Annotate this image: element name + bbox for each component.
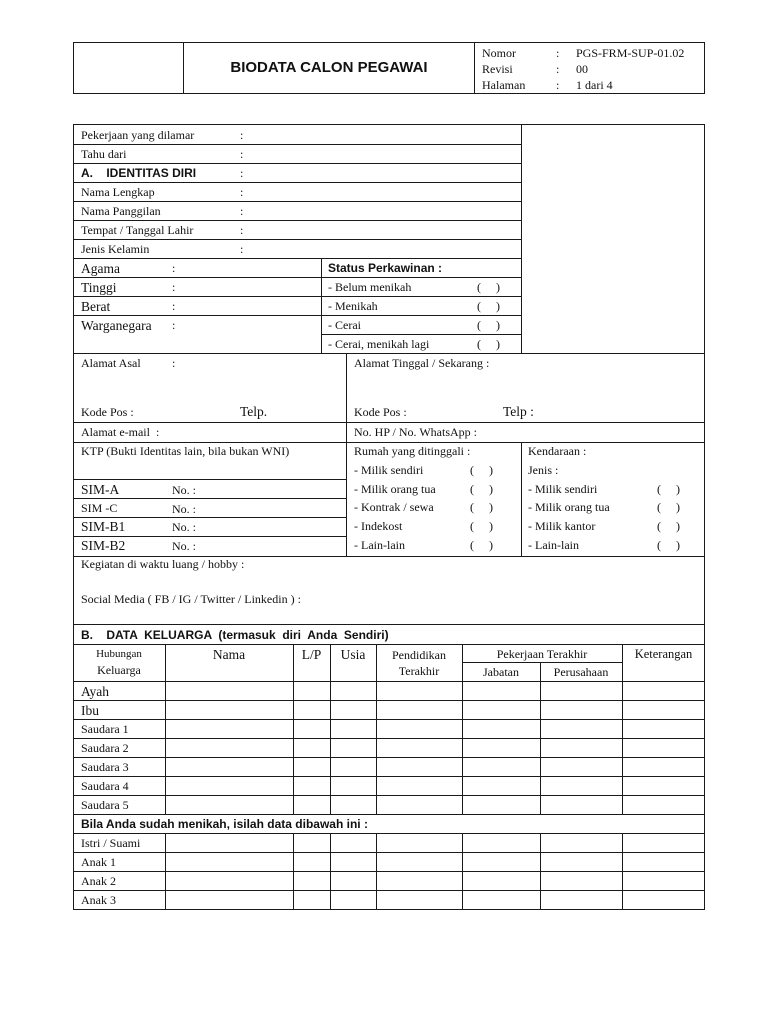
sim-b1-label: SIM-B1: [81, 519, 126, 534]
col-divider: [330, 644, 331, 814]
sim-number-label: No. :: [172, 520, 196, 534]
col-header-sex: L/P: [301, 647, 322, 662]
form-title: BIODATA CALON PEGAWAI: [230, 59, 428, 76]
marital-checkbox[interactable]: ( ): [477, 318, 500, 332]
col-header-age: Usia: [340, 647, 366, 662]
row-line: [462, 662, 622, 663]
vehicle-option-label: - Milik sendiri: [528, 482, 598, 496]
row-line: [73, 442, 705, 443]
row-line: [73, 315, 521, 316]
family-row-label: Ibu: [81, 703, 99, 718]
row-line: [73, 738, 705, 739]
col-divider: [165, 644, 166, 814]
family-row-label: Anak 2: [81, 874, 116, 888]
field-label-full-name: Nama Lengkap: [81, 185, 155, 199]
postal-code-label: Kode Pos :: [354, 405, 407, 419]
house-checkbox[interactable]: ( ): [470, 463, 493, 477]
field-label-religion: Agama: [81, 261, 120, 276]
family-row-label: Istri / Suami: [81, 836, 141, 850]
row-line: [73, 422, 705, 423]
row-line: [73, 498, 346, 499]
col-header-last-job: Pekerjaan Terakhir: [496, 647, 588, 661]
marital-option-label: - Cerai: [328, 318, 361, 332]
sim-number-label: No. :: [172, 483, 196, 497]
field-colon: :: [172, 318, 176, 332]
vehicle-title: Kendaraan :: [528, 444, 587, 458]
field-colon: :: [240, 128, 244, 142]
postal-code-label: Kode Pos :: [81, 405, 134, 419]
house-checkbox[interactable]: ( ): [470, 519, 493, 533]
row-line: [73, 258, 521, 259]
row-line: [73, 890, 705, 891]
col-divider: [622, 644, 623, 814]
row-line: [73, 182, 521, 183]
vehicle-checkbox[interactable]: ( ): [657, 519, 680, 533]
vehicle-divider: [521, 442, 522, 556]
row-line: [73, 624, 705, 625]
vehicle-option-label: - Milik orang tua: [528, 500, 610, 514]
col-header-note: Keterangan: [634, 647, 693, 661]
col-header-education: Pendidikan: [392, 648, 446, 662]
meta-label-nomor: Nomor: [482, 46, 516, 60]
col-header-relation: Hubungan: [96, 648, 142, 660]
email-label: Alamat e-mail :: [81, 425, 160, 439]
row-line: [73, 852, 705, 853]
sim-number-label: No. :: [172, 539, 196, 553]
field-colon: :: [172, 261, 176, 275]
field-label-source: Tahu dari: [81, 147, 127, 161]
marital-option-label: - Cerai, menikah lagi: [328, 337, 430, 351]
field-colon: :: [240, 242, 244, 256]
ktp-label: KTP (Bukti Identitas lain, bila bukan WNI): [81, 444, 290, 458]
meta-sep-halaman: :: [556, 78, 560, 92]
marital-status-title: Status Perkawinan :: [328, 261, 443, 275]
row-line: [73, 353, 705, 354]
house-checkbox[interactable]: ( ): [470, 538, 493, 552]
col-header-education: Terakhir: [398, 664, 440, 678]
marital-divider: [321, 258, 322, 353]
marital-option-label: - Belum menikah: [328, 280, 412, 294]
row-line: [73, 277, 521, 278]
family-row-label: Saudara 5: [81, 798, 129, 812]
row-line: [73, 871, 705, 872]
house-option-label: - Lain-lain: [354, 538, 405, 552]
meta-label-revisi: Revisi: [482, 62, 513, 76]
col-header-company: Perusahaan: [553, 665, 609, 679]
vehicle-checkbox[interactable]: ( ): [657, 538, 680, 552]
house-checkbox[interactable]: ( ): [470, 500, 493, 514]
address-divider: [346, 353, 347, 442]
field-colon: :: [172, 356, 176, 370]
row-line: [73, 144, 521, 145]
whatsapp-label: No. HP / No. WhatsApp :: [354, 425, 477, 439]
married-note: Bila Anda sudah menikah, isilah data dibawah ini :: [81, 817, 368, 831]
house-option-label: - Milik orang tua: [354, 482, 436, 496]
sim-a-label: SIM-A: [81, 482, 120, 497]
family-row-label: Anak 3: [81, 893, 116, 907]
row-line: [73, 296, 521, 297]
col-header-name: Nama: [212, 647, 246, 662]
vehicle-option-label: - Lain-lain: [528, 538, 579, 552]
meta-value-halaman: 1 dari 4: [576, 78, 613, 92]
house-option-label: - Milik sendiri: [354, 463, 424, 477]
field-colon: :: [172, 299, 176, 313]
row-line: [73, 239, 521, 240]
field-colon: :: [240, 185, 244, 199]
row-line: [73, 163, 521, 164]
family-row-label: Saudara 4: [81, 779, 129, 793]
family-row-label: Anak 1: [81, 855, 116, 869]
row-line: [73, 681, 705, 682]
meta-sep-nomor: :: [556, 46, 560, 60]
sim-number-label: No. :: [172, 502, 196, 516]
meta-divider: [474, 42, 475, 94]
house-checkbox[interactable]: ( ): [470, 482, 493, 496]
marital-checkbox[interactable]: ( ): [477, 337, 500, 351]
field-colon: :: [240, 223, 244, 237]
family-row-label: Saudara 3: [81, 760, 129, 774]
hobby-label: Kegiatan di waktu luang / hobby :: [81, 557, 245, 571]
social-media-label: Social Media ( FB / IG / Twitter / Linkedin ) :: [81, 592, 301, 606]
marital-checkbox[interactable]: ( ): [477, 299, 500, 313]
field-colon: :: [240, 204, 244, 218]
house-divider: [346, 442, 347, 556]
vehicle-type-label: Jenis :: [528, 463, 559, 477]
row-line: [73, 700, 705, 701]
marital-option-label: - Menikah: [328, 299, 378, 313]
col-divider: [293, 644, 294, 814]
row-line: [73, 833, 705, 834]
meta-value-revisi: 00: [576, 62, 588, 76]
row-line: [73, 536, 346, 537]
photo-area-divider: [521, 124, 522, 353]
family-row-label: Saudara 1: [81, 722, 129, 736]
field-label-gender: Jenis Kelamin: [81, 242, 150, 256]
col-header-relation: Keluarga: [97, 663, 141, 677]
field-label-height: Tinggi: [81, 280, 117, 295]
phone-label: Telp :: [503, 404, 534, 419]
section-b-title: B. DATA KELUARGA (termasuk diri Anda Sendiri): [81, 628, 389, 642]
field-colon: :: [240, 166, 244, 180]
house-option-label: - Kontrak / sewa: [354, 500, 434, 514]
field-colon: :: [172, 280, 176, 294]
meta-sep-revisi: :: [556, 62, 560, 76]
meta-label-halaman: Halaman: [482, 78, 526, 92]
sim-c-label: SIM -C: [81, 501, 118, 515]
field-label-nationality: Warganegara: [81, 318, 152, 333]
row-line: [73, 479, 346, 480]
vehicle-checkbox[interactable]: ( ): [657, 482, 680, 496]
field-label-birth: Tempat / Tanggal Lahir: [81, 223, 194, 237]
family-row-label: Ayah: [81, 684, 110, 699]
field-label-weight: Berat: [81, 299, 111, 314]
field-colon: :: [240, 147, 244, 161]
origin-address-label: Alamat Asal: [81, 356, 141, 370]
row-line: [321, 334, 521, 335]
family-row-label: Saudara 2: [81, 741, 129, 755]
house-option-label: - Indekost: [354, 519, 403, 533]
row-line: [73, 644, 705, 645]
col-header-position: Jabatan: [483, 665, 519, 679]
row-line: [73, 814, 705, 815]
meta-value-nomor: PGS-FRM-SUP-01.02: [576, 46, 685, 60]
sim-b2-label: SIM-B2: [81, 538, 126, 553]
row-line: [73, 776, 705, 777]
row-line: [73, 201, 521, 202]
section-a-title: A. IDENTITAS DIRI: [81, 166, 197, 180]
current-address-label: Alamat Tinggal / Sekarang :: [354, 356, 490, 370]
field-label-applied-job: Pekerjaan yang dilamar: [81, 128, 195, 142]
row-line: [73, 517, 346, 518]
vehicle-option-label: - Milik kantor: [528, 519, 596, 533]
row-line: [73, 220, 521, 221]
row-line: [73, 795, 705, 796]
vehicle-checkbox[interactable]: ( ): [657, 500, 680, 514]
marital-checkbox[interactable]: ( ): [477, 280, 500, 294]
row-line: [73, 757, 705, 758]
house-title: Rumah yang ditinggali :: [354, 444, 471, 458]
field-label-nickname: Nama Panggilan: [81, 204, 161, 218]
row-line: [73, 719, 705, 720]
phone-label: Telp.: [240, 404, 268, 419]
